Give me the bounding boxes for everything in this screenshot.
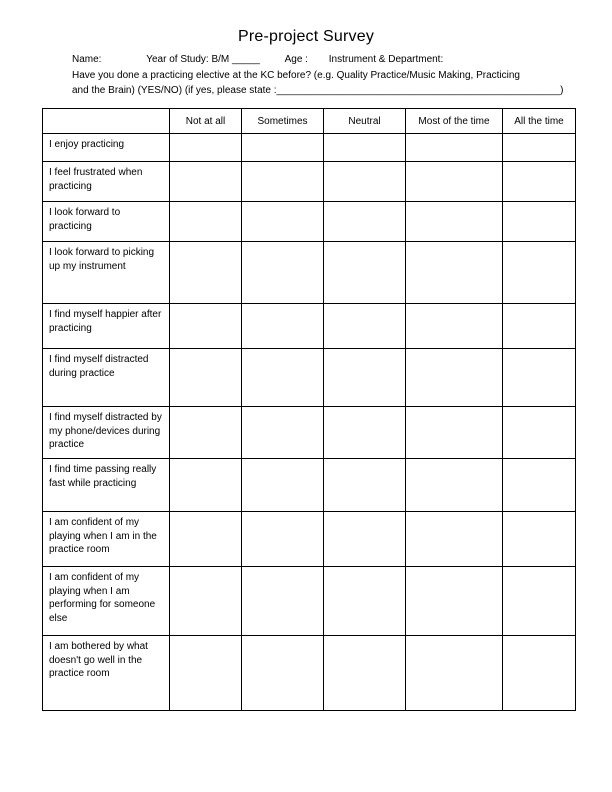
statement-cell: I am confident of my playing when I am in the practice room bbox=[43, 512, 170, 567]
answer-cell[interactable] bbox=[170, 242, 242, 304]
answer-cell[interactable] bbox=[503, 242, 576, 304]
answer-cell[interactable] bbox=[503, 134, 576, 162]
answer-cell[interactable] bbox=[324, 567, 406, 636]
table-row bbox=[43, 162, 576, 202]
table-row bbox=[43, 407, 576, 459]
answer-cell[interactable] bbox=[406, 512, 503, 567]
answer-cell[interactable] bbox=[503, 459, 576, 512]
answer-cell[interactable] bbox=[170, 407, 242, 459]
answer-cell[interactable] bbox=[503, 304, 576, 349]
answer-cell[interactable] bbox=[503, 162, 576, 202]
statement-cell: I look forward to practicing bbox=[43, 202, 170, 242]
table-row bbox=[43, 567, 576, 636]
answer-cell[interactable] bbox=[170, 162, 242, 202]
statement-cell: I am bothered by what doesn't go well in the practice room bbox=[43, 636, 170, 711]
answer-cell[interactable] bbox=[242, 162, 324, 202]
answer-cell[interactable] bbox=[324, 202, 406, 242]
answer-cell[interactable] bbox=[242, 349, 324, 407]
answer-cell[interactable] bbox=[406, 162, 503, 202]
option-column-header: Neutral bbox=[324, 109, 406, 134]
answer-cell[interactable] bbox=[324, 459, 406, 512]
answer-cell[interactable] bbox=[324, 304, 406, 349]
table-row bbox=[43, 636, 576, 711]
answer-cell[interactable] bbox=[324, 407, 406, 459]
option-column-header: Most of the time bbox=[406, 109, 503, 134]
answer-cell[interactable] bbox=[170, 567, 242, 636]
answer-cell[interactable] bbox=[170, 349, 242, 407]
answer-cell[interactable] bbox=[406, 636, 503, 711]
table-row bbox=[43, 459, 576, 512]
statement-cell: I enjoy practicing bbox=[43, 134, 170, 162]
answer-cell[interactable] bbox=[324, 349, 406, 407]
answer-cell[interactable] bbox=[503, 636, 576, 711]
instrument-department-label: Instrument & Department: bbox=[328, 54, 444, 65]
statement-cell: I find myself distracted during practice bbox=[43, 349, 170, 407]
table-row bbox=[43, 202, 576, 242]
answer-cell[interactable] bbox=[324, 636, 406, 711]
answer-cell[interactable] bbox=[406, 349, 503, 407]
answer-cell[interactable] bbox=[503, 349, 576, 407]
answer-cell[interactable] bbox=[503, 512, 576, 567]
table-row bbox=[43, 512, 576, 567]
answer-cell[interactable] bbox=[242, 202, 324, 242]
answer-cell[interactable] bbox=[242, 304, 324, 349]
option-column-header: Sometimes bbox=[242, 109, 324, 134]
answer-cell[interactable] bbox=[170, 636, 242, 711]
answer-cell[interactable] bbox=[406, 134, 503, 162]
answer-cell[interactable] bbox=[503, 202, 576, 242]
page-title: Pre-project Survey bbox=[237, 28, 375, 45]
answer-cell[interactable] bbox=[170, 202, 242, 242]
statement-cell: I find time passing really fast while practicing bbox=[43, 459, 170, 512]
answer-cell[interactable] bbox=[242, 636, 324, 711]
fields-line bbox=[0, 54, 612, 65]
elective-question bbox=[72, 69, 577, 98]
answer-cell[interactable] bbox=[406, 567, 503, 636]
year-of-study-label: Year of Study: B/M _____ bbox=[146, 54, 260, 65]
table-row bbox=[43, 304, 576, 349]
answer-cell[interactable] bbox=[242, 134, 324, 162]
answer-cell[interactable] bbox=[170, 304, 242, 349]
survey-table bbox=[42, 108, 576, 711]
answer-cell[interactable] bbox=[242, 512, 324, 567]
option-column-header: Not at all bbox=[170, 109, 242, 134]
elective-question-line1: Have you done a practicing elective at the KC before? (e.g. Quality Practice/Music Making, Practicing bbox=[72, 70, 520, 81]
answer-cell[interactable] bbox=[324, 512, 406, 567]
answer-cell[interactable] bbox=[406, 242, 503, 304]
answer-cell[interactable] bbox=[406, 407, 503, 459]
statement-cell: I feel frustrated when practicing bbox=[43, 162, 170, 202]
statement-column-header bbox=[43, 109, 170, 134]
answer-cell[interactable] bbox=[324, 162, 406, 202]
answer-cell[interactable] bbox=[170, 512, 242, 567]
answer-cell[interactable] bbox=[406, 304, 503, 349]
answer-cell[interactable] bbox=[324, 242, 406, 304]
answer-cell[interactable] bbox=[242, 567, 324, 636]
statement-cell: I am confident of my playing when I am performing for someone else bbox=[43, 567, 170, 636]
table-row bbox=[43, 134, 576, 162]
elective-question-line2: and the Brain) (YES/NO) (if yes, please state :___________________________________________________) bbox=[72, 84, 564, 96]
answer-cell[interactable] bbox=[406, 202, 503, 242]
table-body bbox=[43, 134, 576, 711]
option-column-header: All the time bbox=[503, 109, 576, 134]
statement-cell: I find myself happier after practicing bbox=[43, 304, 170, 349]
statement-cell: I look forward to picking up my instrument bbox=[43, 242, 170, 304]
answer-cell[interactable] bbox=[503, 407, 576, 459]
statement-cell: I find myself distracted by my phone/devices during practice bbox=[43, 407, 170, 459]
age-label: Age : bbox=[284, 54, 308, 65]
table-row bbox=[43, 349, 576, 407]
name-label: Name: bbox=[72, 54, 102, 65]
answer-cell[interactable] bbox=[242, 459, 324, 512]
answer-cell[interactable] bbox=[242, 242, 324, 304]
table-row bbox=[43, 242, 576, 304]
answer-cell[interactable] bbox=[170, 459, 242, 512]
answer-cell[interactable] bbox=[503, 567, 576, 636]
answer-cell[interactable] bbox=[242, 407, 324, 459]
answer-cell[interactable] bbox=[406, 459, 503, 512]
answer-cell[interactable] bbox=[170, 134, 242, 162]
answer-cell[interactable] bbox=[324, 134, 406, 162]
table-header-row bbox=[43, 109, 576, 134]
